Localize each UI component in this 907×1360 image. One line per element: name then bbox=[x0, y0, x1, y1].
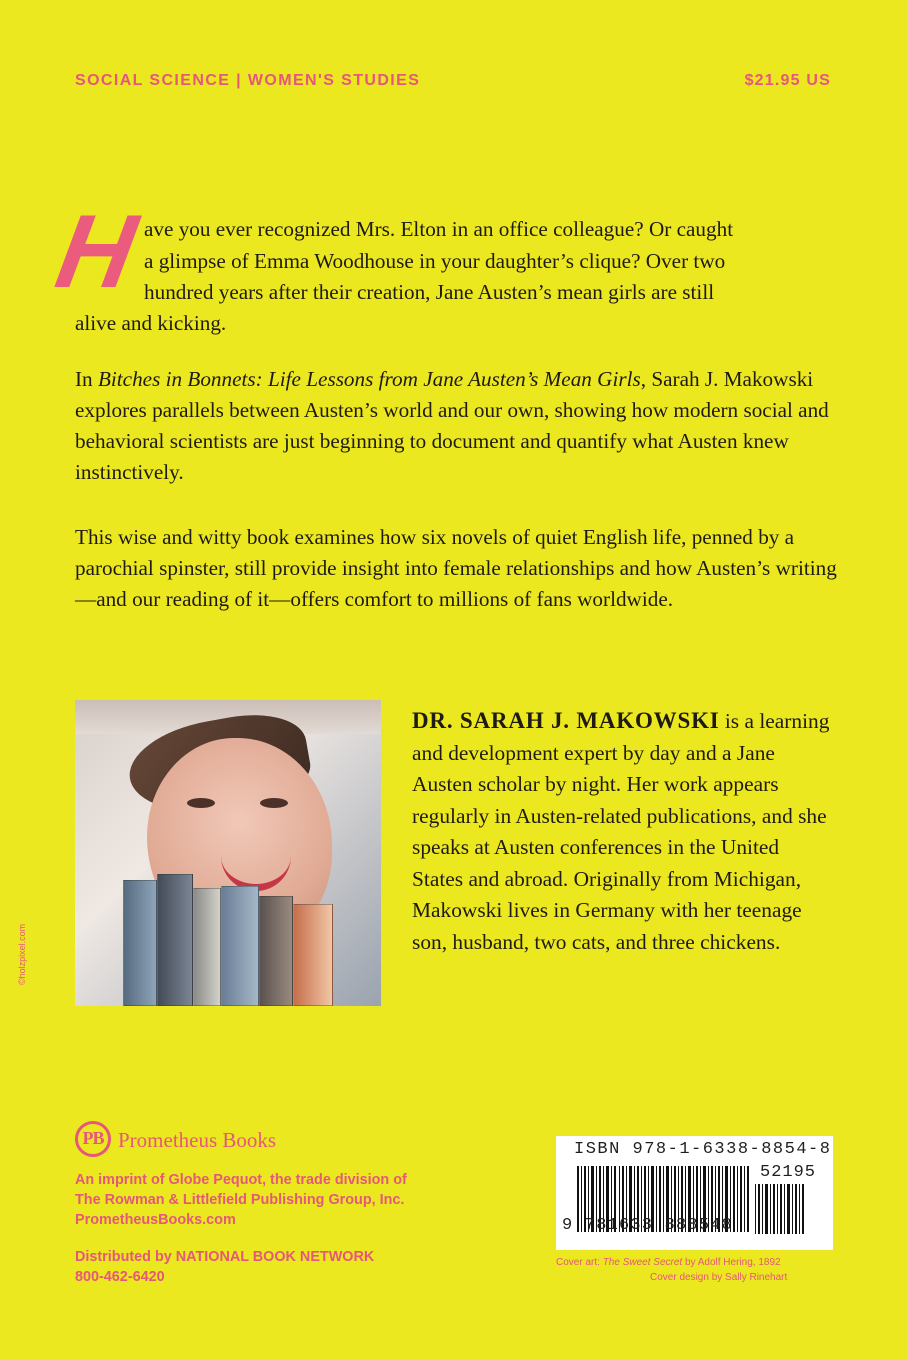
description-line-2: a glimpse of Emma Woodhouse in your daughter’s clique? Over two bbox=[144, 249, 726, 273]
barcode-number: 9 781633 888548 bbox=[562, 1216, 734, 1235]
imprint-line-1: An imprint of Globe Pequot, the trade division of bbox=[75, 1172, 407, 1188]
publisher-website[interactable]: PrometheusBooks.com bbox=[75, 1212, 236, 1228]
barcode-addon-digits: 52195 bbox=[760, 1163, 817, 1182]
book-spine bbox=[293, 904, 333, 1006]
isbn-label: ISBN 978-1-6338-8854-8 bbox=[574, 1140, 832, 1159]
publisher-phone: 800-462-6420 bbox=[75, 1269, 165, 1285]
publisher-name: Prometheus Books bbox=[118, 1128, 277, 1152]
book-spine bbox=[123, 880, 157, 1006]
cover-design-credit: Cover design by Sally Rinehart bbox=[650, 1272, 788, 1283]
paragraph-2-suffix: , Sarah J. Makowski explores parallels between Austen’s world and our own, showing how modern social and behavioral scientists are just beginning to document and quantify what Austen knew instinctively. bbox=[75, 367, 829, 484]
description-paragraph-2 bbox=[75, 364, 837, 488]
book-spine bbox=[221, 886, 259, 1006]
drop-cap: H bbox=[48, 194, 145, 310]
author-bio bbox=[412, 705, 832, 958]
book-spine bbox=[259, 896, 293, 1006]
isbn-barcode-box bbox=[556, 1136, 833, 1250]
author-right-eye bbox=[260, 798, 288, 808]
author-bio-text: is a learning and development expert by day and a Jane Austen scholar by night. Her work appears regularly in Austen-related publications, and she speaks at Austen conferences in the United States and abroad. Originally from Michigan, Makowski lives in Germany with her teenage son, husband, two cats, and three chickens. bbox=[412, 709, 830, 954]
category-label: SOCIAL SCIENCE | WOMEN'S STUDIES bbox=[75, 72, 421, 89]
paragraph-2-prefix: In bbox=[75, 367, 98, 391]
addon-barcode bbox=[755, 1184, 807, 1234]
book-title: Bitches in Bonnets: Life Lessons from Jane Austen’s Mean Girls bbox=[97, 367, 641, 391]
description-line-3: hundred years after their creation, Jane Austen’s mean girls are still bbox=[144, 280, 715, 304]
author-photo bbox=[75, 700, 381, 1006]
description-paragraph-3: This wise and witty book examines how six novels of quiet English life, penned by a parochial spinster, still provide insight into female relationships and how Austen’s writing—and our reading of it—offers comfort to millions of fans worldwide. bbox=[75, 525, 837, 611]
book-stack bbox=[123, 870, 333, 1006]
cover-art-title: The Sweet Secret bbox=[602, 1257, 683, 1268]
distribution-text: Distributed by NATIONAL BOOK NETWORK bbox=[75, 1249, 375, 1265]
cover-art-prefix: Cover art: bbox=[556, 1257, 603, 1268]
imprint-line-2: The Rowman & Littlefield Publishing Group, Inc. bbox=[75, 1192, 405, 1208]
author-left-eye bbox=[187, 798, 215, 808]
cover-art-credit bbox=[556, 1257, 781, 1268]
book-spine bbox=[193, 888, 221, 1006]
author-name: DR. SARAH J. MAKOWSKI bbox=[412, 708, 720, 733]
price-label: $21.95 US bbox=[744, 72, 831, 89]
cover-art-suffix: by Adolf Hering, 1892 bbox=[682, 1257, 781, 1268]
photo-credit: ©holzpixel.com bbox=[17, 923, 27, 985]
description-line-1: ave you ever recognized Mrs. Elton in an office colleague? Or caught bbox=[144, 217, 734, 241]
description-line-4: alive and kicking. bbox=[75, 311, 227, 335]
publisher-logo: PB bbox=[75, 1121, 111, 1157]
book-spine bbox=[157, 874, 193, 1006]
